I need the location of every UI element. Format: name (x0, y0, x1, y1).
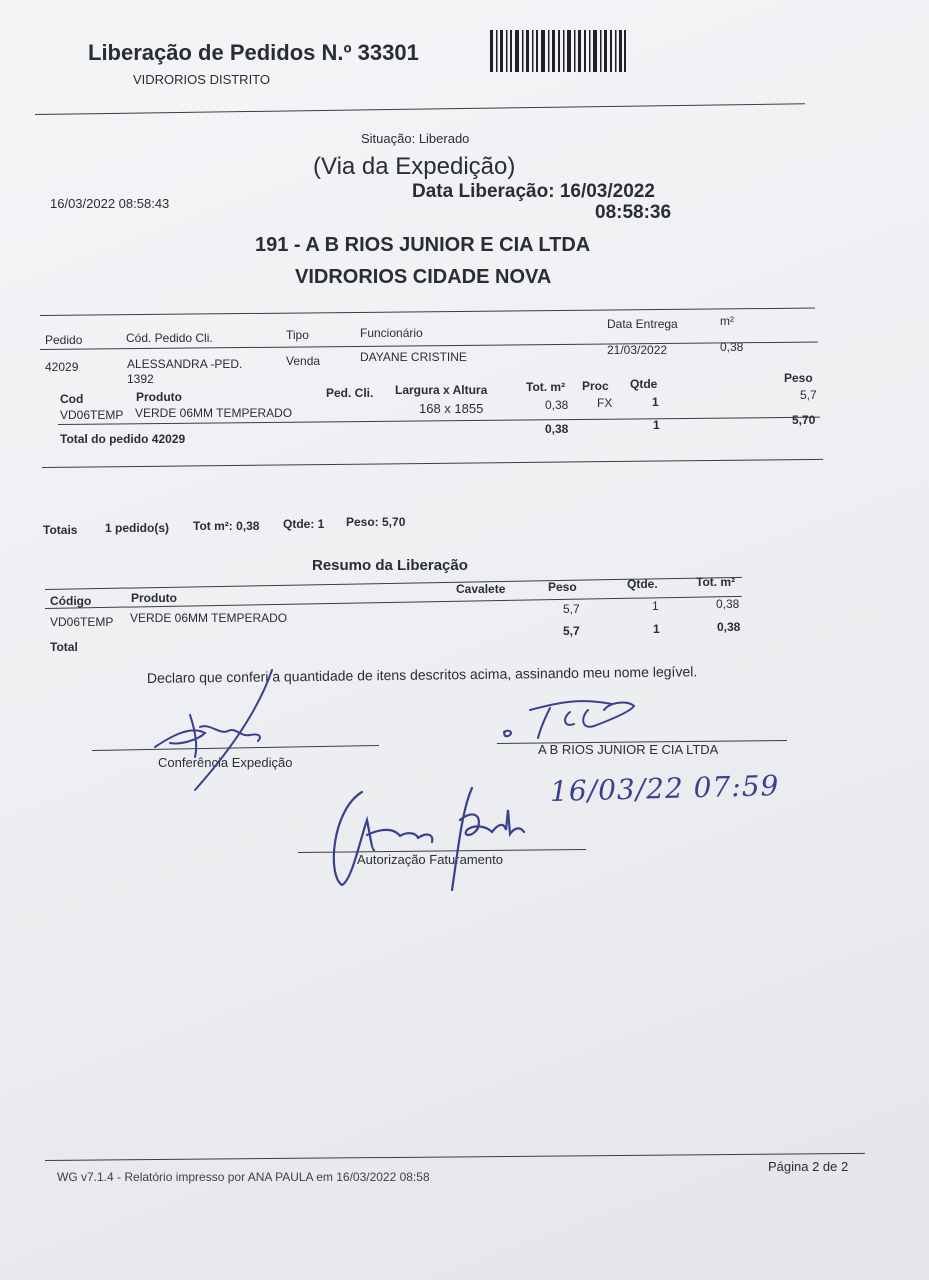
autorizacao-signature-icon (322, 780, 532, 900)
summary-col-cavalete: Cavalete (456, 582, 506, 596)
handwritten-date: 16/03/22 07:59 (549, 769, 780, 808)
col-ped-cli: Ped. Cli. (326, 386, 374, 400)
footer-printed-by: WG v7.1.4 - Relatório impresso por ANA PAULA em 16/03/2022 08:58 (57, 1170, 430, 1184)
order-total-qtde: 1 (653, 418, 660, 432)
col-cod-pedido-cli: Cód. Pedido Cli. (126, 331, 213, 345)
client-store: VIDRORIOS CIDADE NOVA (295, 266, 552, 288)
client-order-code: ALESSANDRA -PED. (127, 357, 243, 371)
order-number: 42029 (45, 360, 79, 374)
summary-total-label: Total (50, 640, 78, 654)
item-proc: FX (597, 396, 613, 410)
client-order-code-2: 1392 (127, 372, 154, 386)
situation-label: Situação: Liberado (361, 131, 470, 146)
summary-code: VD06TEMP (50, 615, 114, 629)
col-m2: m² (720, 314, 734, 328)
summary-col-produto: Produto (131, 591, 177, 605)
order-table-bottom-line (42, 459, 823, 468)
header-divider (35, 103, 805, 115)
release-date: Data Liberação: 16/03/2022 (412, 181, 655, 202)
footer-divider (45, 1153, 865, 1161)
conferencia-label: Conferência Expedição (158, 755, 293, 770)
item-peso: 5,7 (800, 388, 817, 402)
issuer-company: VIDRORIOS DISTRITO (133, 72, 270, 87)
col-funcionario: Funcionário (360, 326, 423, 340)
totals-qtde: Qtde: 1 (283, 517, 325, 531)
summary-total-m2: 0,38 (717, 620, 741, 634)
order-employee: DAYANE CRISTINE (360, 350, 467, 364)
col-pedido: Pedido (45, 333, 83, 347)
col-tipo: Tipo (286, 328, 309, 342)
totals-pedidos: 1 pedido(s) (105, 521, 170, 535)
col-tot-m2: Tot. m² (526, 380, 566, 394)
summary-title: Resumo da Liberação (312, 557, 468, 574)
autorizacao-label: Autorização Faturamento (357, 852, 503, 867)
delivery-date: 21/03/2022 (607, 343, 668, 357)
summary-tot-m2: 0,38 (716, 597, 740, 611)
client-signature-icon (500, 690, 640, 750)
barcode-icon (490, 30, 626, 72)
via-label: (Via da Expedição) (313, 153, 516, 180)
item-qtde: 1 (652, 395, 659, 409)
summary-product: VERDE 06MM TEMPERADO (130, 611, 288, 625)
summary-total-peso: 5,7 (563, 624, 580, 638)
totals-label: Totais (43, 523, 78, 537)
release-time: 08:58:36 (595, 202, 672, 223)
col-data-entrega: Data Entrega (607, 317, 678, 331)
item-dimensions: 168 x 1855 (419, 401, 484, 416)
col-proc: Proc (582, 379, 609, 393)
page-number: Página 2 de 2 (768, 1159, 849, 1174)
order-type: Venda (286, 354, 321, 368)
summary-col-codigo: Código (50, 594, 92, 608)
declaration-text: Declaro que conferi a quantidade de itens descritos acima, assinando meu nome legível. (146, 663, 698, 686)
summary-col-tot-m2: Tot. m² (696, 575, 736, 589)
order-total-peso: 5,70 (792, 413, 816, 427)
order-table-top-line (40, 308, 815, 316)
client-name: 191 - A B RIOS JUNIOR E CIA LTDA (255, 234, 591, 256)
col-largura-altura: Largura x Altura (395, 383, 488, 397)
print-datetime: 16/03/2022 08:58:43 (50, 196, 170, 211)
totals-peso: Peso: 5,70 (346, 515, 406, 529)
col-peso: Peso (784, 371, 813, 385)
document-title: Liberação de Pedidos N.º 33301 (88, 40, 419, 65)
order-total-m2: 0,38 (545, 422, 569, 436)
col-qtde: Qtde (630, 377, 658, 391)
summary-col-qtde: Qtde. (627, 577, 658, 591)
order-m2: 0,38 (720, 340, 744, 354)
order-total-label: Total do pedido 42029 (60, 432, 186, 446)
totals-m2: Tot m²: 0,38 (193, 519, 260, 533)
summary-qtde: 1 (652, 599, 659, 613)
item-product: VERDE 06MM TEMPERADO (135, 406, 293, 420)
col-cod: Cod (60, 392, 84, 406)
summary-col-peso: Peso (548, 580, 577, 594)
item-code: VD06TEMP (60, 408, 124, 422)
summary-peso: 5,7 (563, 602, 580, 616)
summary-total-qtde: 1 (653, 622, 660, 636)
item-tot-m2: 0,38 (545, 398, 569, 412)
conferencia-signature-icon (150, 665, 293, 795)
client-signature-label: A B RIOS JUNIOR E CIA LTDA (538, 742, 719, 757)
col-produto: Produto (136, 390, 182, 404)
